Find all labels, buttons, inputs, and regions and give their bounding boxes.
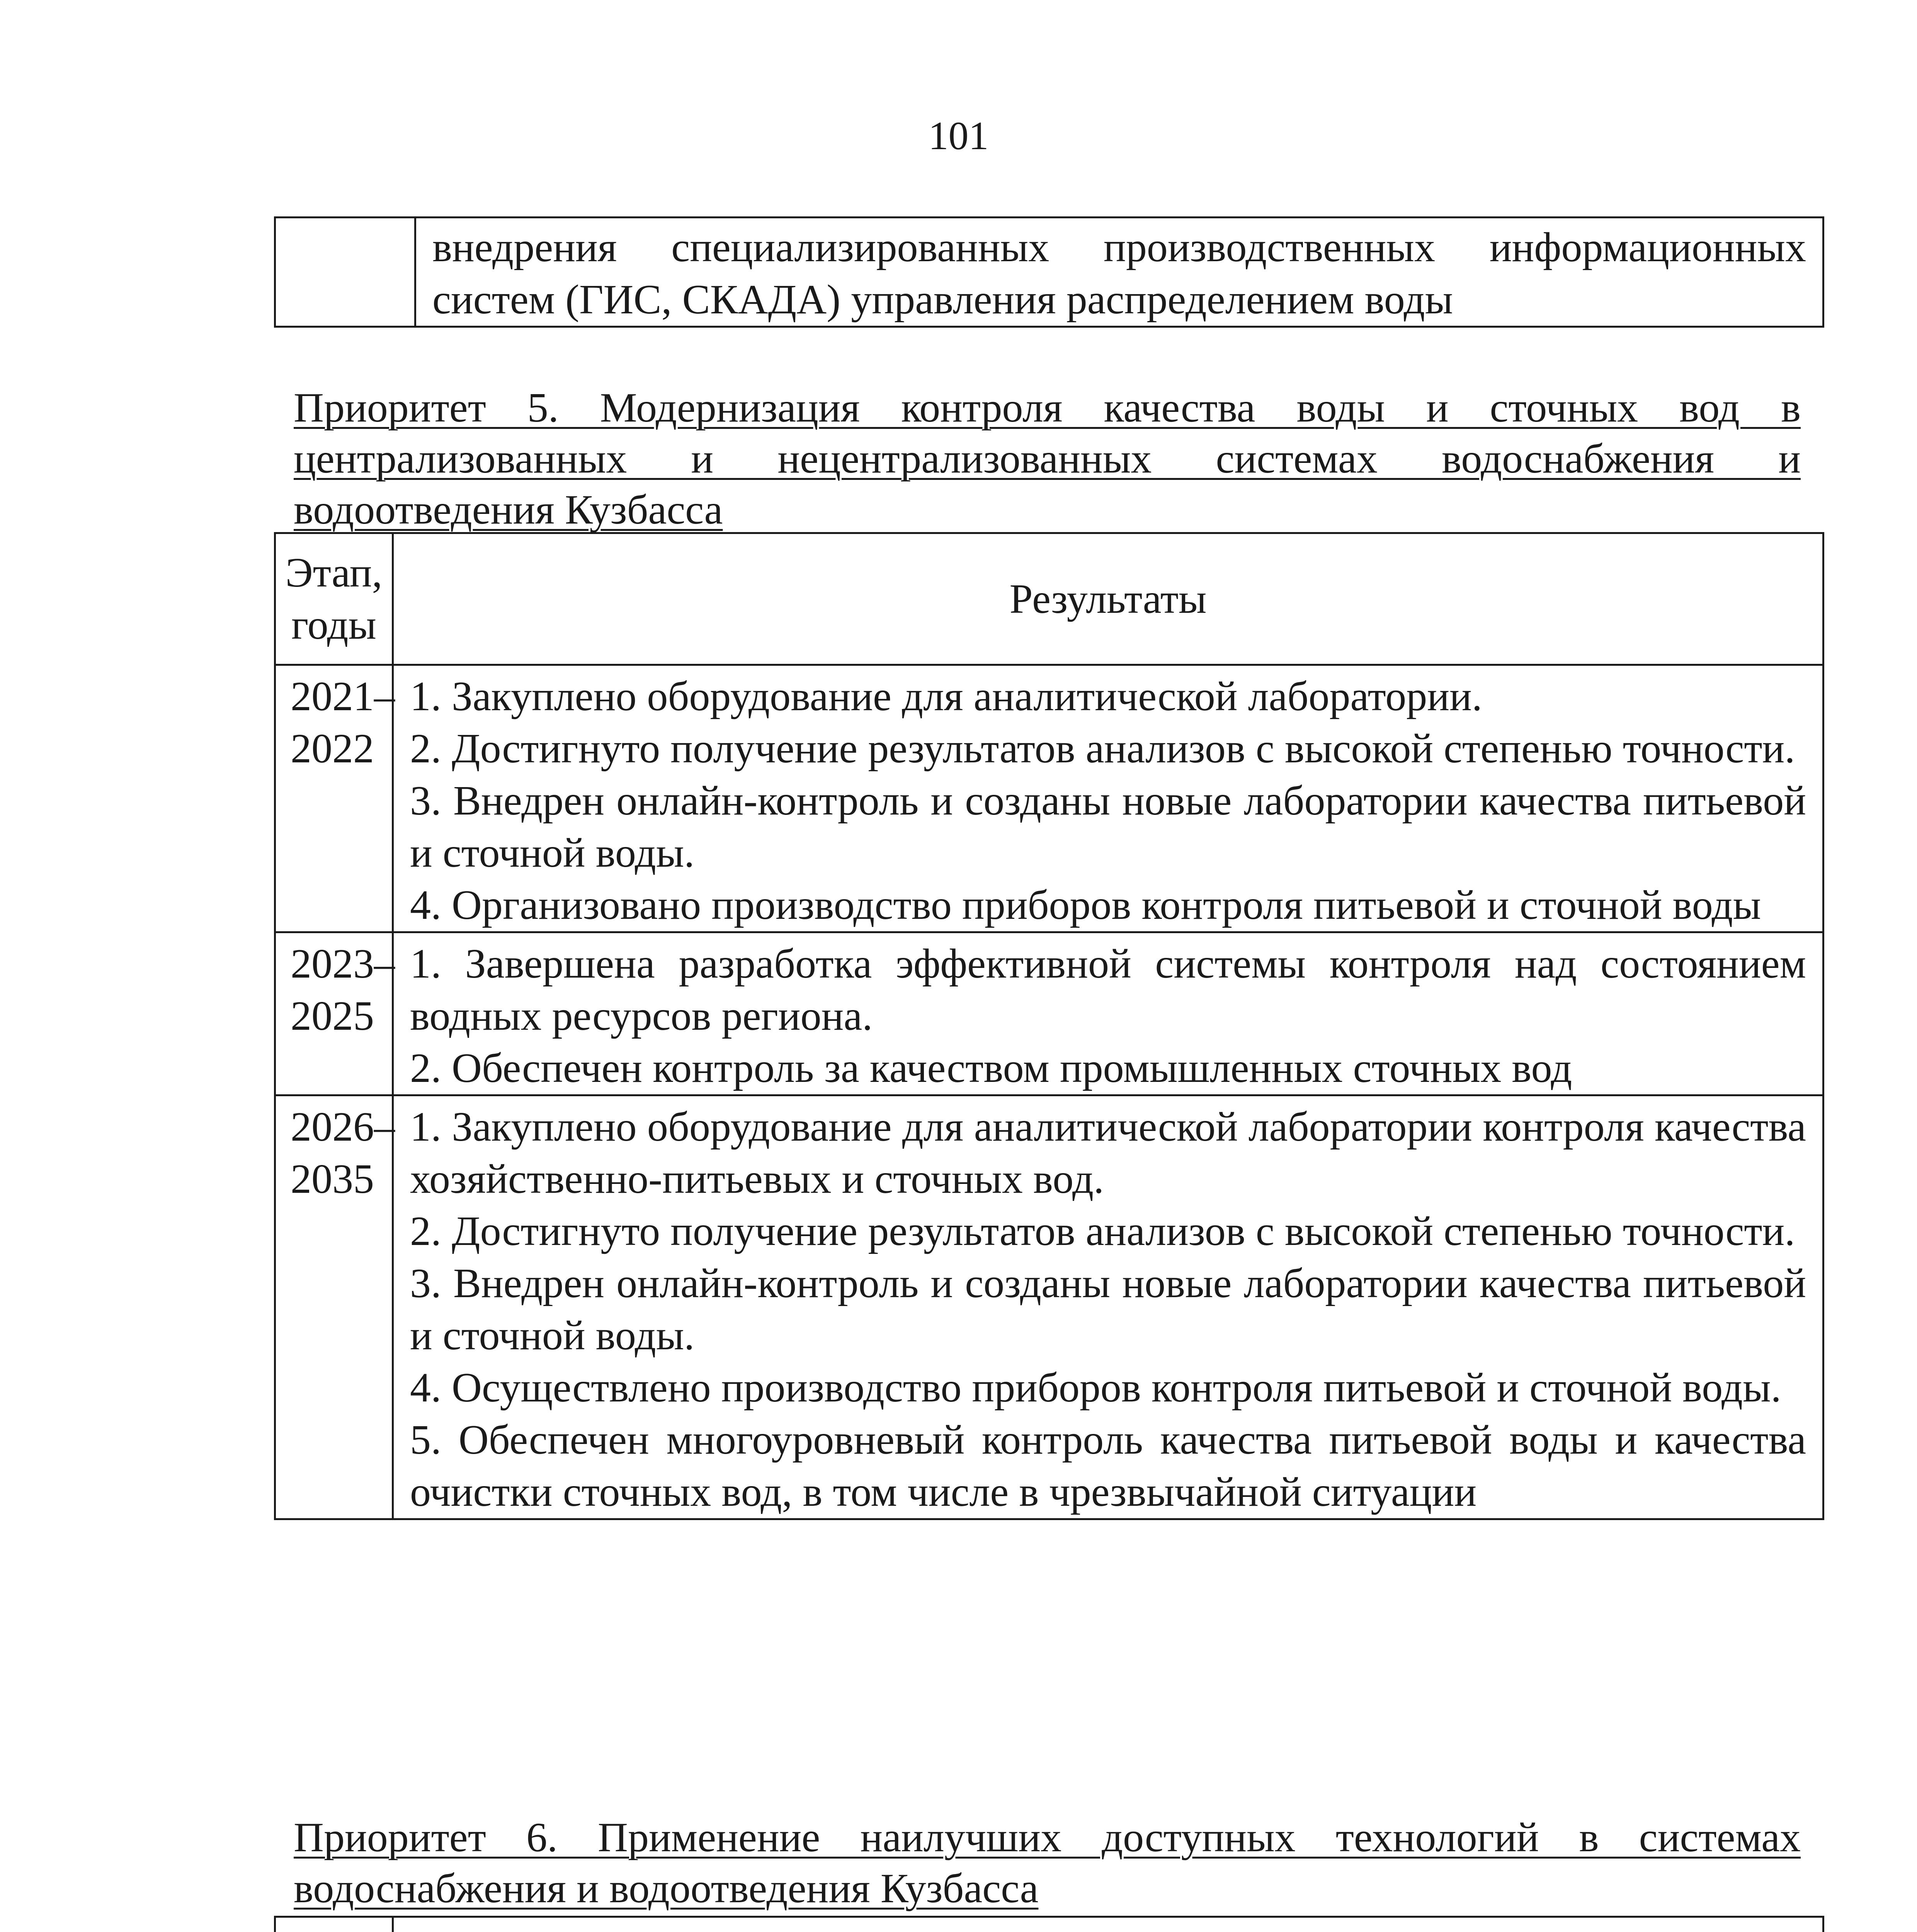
stage-year: 2035 (291, 1156, 374, 1202)
stage-cell (275, 932, 393, 1095)
continuation-table (274, 216, 1824, 328)
stage-header-line: годы (291, 602, 376, 648)
results-cell (393, 665, 1823, 932)
table-row (275, 932, 1823, 1095)
table-header-row (275, 533, 1823, 665)
heading-line: водоотведения Кузбасса (294, 487, 723, 533)
results-cell (393, 932, 1823, 1095)
result-item: 1. Закуплено оборудование для аналитической лаборатории. (410, 673, 1482, 719)
result-item: 2. Обеспечен контроль за качеством промышленных сточных вод (410, 1045, 1572, 1091)
priority-6-heading (294, 1812, 1801, 1914)
continuation-line: внедрения специализированных производственных информационных (432, 224, 1806, 270)
result-item: 4. Осуществлено производство приборов контроля питьевой и сточной воды. (410, 1365, 1781, 1411)
table-row (275, 1095, 1823, 1519)
stage-year: 2023– (291, 941, 395, 987)
result-item: 1. Завершена разработка эффективной системы контроля над состоянием водных ресурсов региона. (410, 941, 1806, 1039)
results-cell (393, 1095, 1823, 1519)
stage-year: 2026– (291, 1104, 395, 1150)
stage-cell (275, 218, 415, 327)
results-cell (415, 218, 1823, 327)
stage-header (275, 1917, 393, 1932)
result-item: 2. Достигнуто получение результатов анализов с высокой степенью точности. (410, 726, 1795, 772)
result-item: 3. Внедрен онлайн-контроль и созданы новые лаборатории качества питьевой и сточной воды. (410, 778, 1806, 876)
stage-header-line: Этап, (285, 550, 383, 596)
stage-year: 2025 (291, 993, 374, 1039)
stage-year: 2021– (291, 673, 395, 719)
result-item: 1. Закуплено оборудование для аналитической лаборатории контроля качества хозяйственно-питьевых и сточных вод. (410, 1104, 1806, 1202)
heading-line: водоснабжения и водоотведения Кузбасса (294, 1866, 1039, 1912)
stage-cell (275, 665, 393, 932)
priority-6-table (274, 1916, 1824, 1932)
table-row (275, 218, 1823, 327)
table-header-row (275, 1917, 1823, 1932)
stage-header-line (276, 1930, 392, 1932)
results-header: Результаты (393, 533, 1823, 665)
stage-cell (275, 1095, 393, 1519)
result-item: 5. Обеспечен многоуровневый контроль качества питьевой воды и качества очистки сточных вод, в том числе в чрезвычайной ситуации (410, 1417, 1806, 1515)
table-row (275, 665, 1823, 932)
priority-5-heading (294, 383, 1801, 536)
heading-line: централизованных и нецентрализованных системах водоснабжения и (294, 436, 1801, 482)
stage-header (275, 533, 393, 665)
continuation-line: систем (ГИС, СКАДА) управления распределением воды (432, 277, 1453, 323)
result-item: 2. Достигнуто получение результатов анализов с высокой степенью точности. (410, 1208, 1795, 1254)
results-header (393, 1917, 1823, 1932)
result-item: 3. Внедрен онлайн-контроль и созданы новые лаборатории качества питьевой и сточной воды. (410, 1260, 1806, 1359)
heading-line: Приоритет 6. Применение наилучших доступных технологий в системах (294, 1815, 1801, 1861)
heading-line: Приоритет 5. Модернизация контроля качества воды и сточных вод в (294, 385, 1801, 431)
stage-year: 2022 (291, 726, 374, 772)
priority-5-table (274, 532, 1824, 1520)
page-number: 101 (928, 114, 989, 158)
result-item: 4. Организовано производство приборов контроля питьевой и сточной воды (410, 882, 1761, 928)
